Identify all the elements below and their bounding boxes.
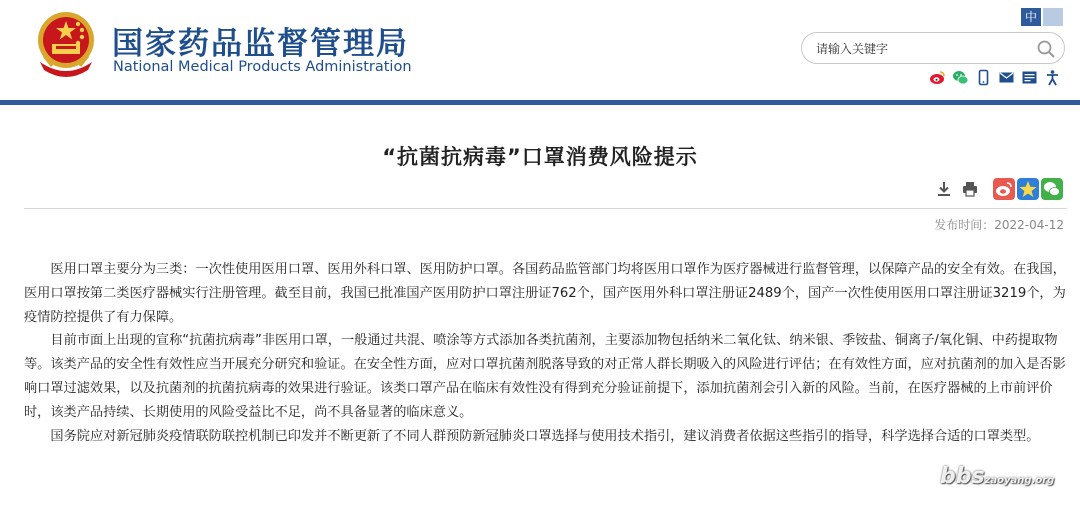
article-paragraph: 目前市面上出现的宣称“抗菌抗病毒”非医用口罩，一般通过共混、喷涂等方式添加各类抗菌剂，主要添加物包括纳米二氧化钛、纳米银、季铵盐、铜离子/氧化铜、中药提取物等。该类产品的安全性有效性应当开展充分研究和验证。在安全性方面，应对口罩抗菌剂脱落导致的对正常人群长期吸入的风险进行评估；在有效性方面，应对抗菌剂的加入是否影响口罩过滤效果，以及抗菌剂的抗菌抗病毒的效果进行验证。该类口罩产品在临床有效性没有得到充分验证前提下，添加抗菌剂会引入新的风险。当前，在医疗器械的上市前评价时，该类产品持续、长期使用的风险受益比不足，尚不具备显著的临床意义。	[24, 333, 1066, 420]
article-tools	[935, 180, 979, 198]
mail-icon[interactable]	[998, 69, 1015, 86]
article-paragraph: 医用口罩主要分为三类：一次性使用医用口罩、医用外科口罩、医用防护口罩。各国药品监管部门均将医用口罩作为医疗器械进行监督管理，以保障产品的安全有效。在我国，医用口罩按第二类医疗器械实行注册管理。截至目前，我国已批准国产医用防护口罩注册证762个，国产医用外科口罩注册证2489个，国产一次性使用医用口罩注册证3219个，为疫情防控提供了有力保障。	[24, 262, 1066, 325]
share-weibo-icon[interactable]	[993, 178, 1015, 200]
search-box	[801, 32, 1065, 64]
weibo-icon[interactable]	[929, 69, 946, 86]
article-body	[24, 258, 1072, 448]
mobile-icon[interactable]	[975, 69, 992, 86]
rss-icon[interactable]	[1021, 69, 1038, 86]
share-tools	[993, 178, 1063, 200]
download-icon[interactable]	[935, 180, 953, 198]
share-wechat-icon[interactable]	[1041, 178, 1063, 200]
article-title: “抗菌抗病毒”口罩消费风险提示	[382, 145, 698, 169]
site-title-cn[interactable]: 国家药品监督管理局	[112, 26, 409, 62]
print-icon[interactable]	[961, 180, 979, 198]
search-input[interactable]	[816, 39, 1026, 59]
share-qzone-icon[interactable]	[1017, 178, 1039, 200]
search-icon[interactable]	[1036, 39, 1056, 59]
publish-date: 发布时间：2022-04-12	[934, 218, 1064, 232]
title-divider	[24, 208, 1067, 209]
site-header	[0, 0, 1080, 100]
header-divider-bar	[0, 100, 1080, 105]
watermark-sub: zaoyang.org	[984, 475, 1055, 486]
lang-chinese-button[interactable]: 中	[1021, 8, 1041, 26]
accessibility-icon[interactable]	[1044, 69, 1061, 86]
site-title-en[interactable]: National Medical Products Administration	[113, 59, 412, 75]
watermark-main: bbs	[940, 464, 985, 489]
national-emblem-icon[interactable]	[34, 10, 98, 78]
forum-watermark	[940, 464, 1054, 489]
wechat-icon[interactable]	[952, 69, 969, 86]
lang-english-button[interactable]	[1043, 8, 1063, 26]
social-links	[929, 69, 1061, 87]
article-paragraph: 国务院应对新冠肺炎疫情联防联控机制已印发并不断更新了不同人群预防新冠肺炎口罩选择与使用技术指引，建议消费者依据这些指引的指导，科学选择合适的口罩类型。	[50, 428, 1040, 444]
